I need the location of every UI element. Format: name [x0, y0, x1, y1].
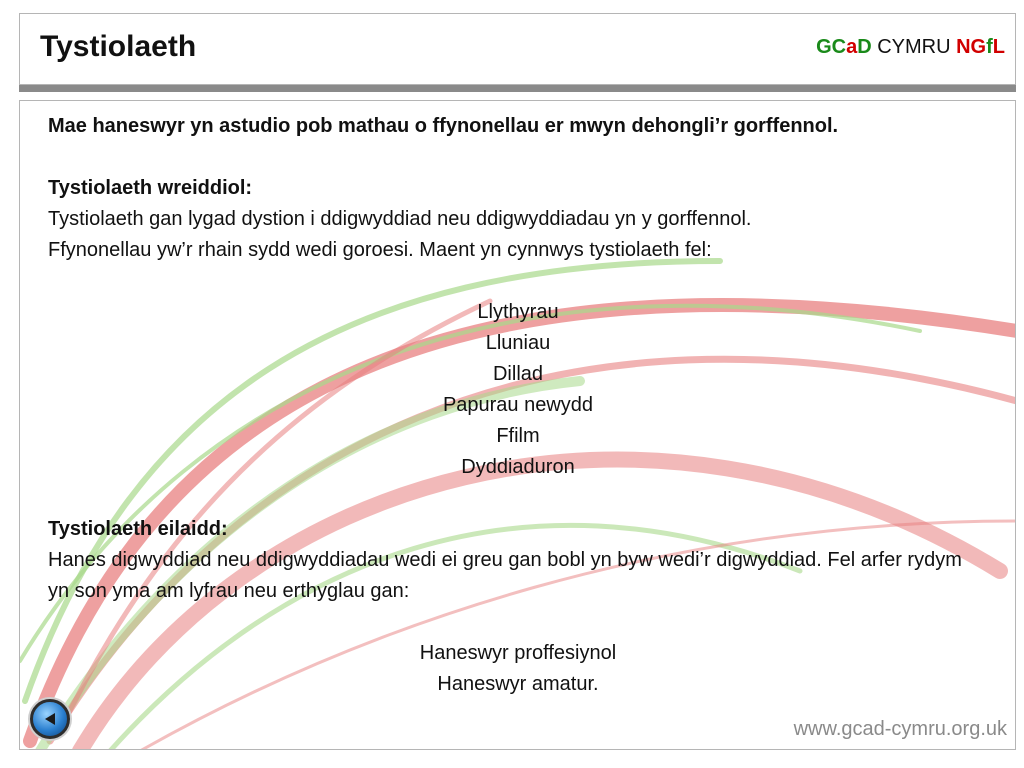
list-item: Ffilm: [496, 425, 540, 447]
secondary-list: [48, 638, 988, 700]
secondary-description: Hanes digwyddiad neu ddigwyddiadau wedi ei greu gan bobl yn byw wedi’r digwyddiad. Fel arfer rydym yn son yma am lyfrau neu erthyglau gan:: [48, 549, 962, 602]
primary-list: [48, 297, 988, 483]
list-item: Llythyrau: [477, 301, 559, 323]
back-button[interactable]: [30, 699, 70, 739]
intro-text: Mae haneswyr yn astudio pob mathau o ffynonellau er mwyn dehongli’r gorffennol.: [48, 115, 839, 137]
header-shadow: [19, 85, 1016, 92]
header-bar: [19, 13, 1016, 85]
spacer: [48, 266, 988, 297]
slide-content: [19, 100, 1016, 750]
left-arrow-icon: [43, 712, 57, 726]
primary-description-1: Tystiolaeth gan lygad dystion i ddigwyddiad neu ddigwyddiadau yn y gorffennol.: [48, 208, 752, 230]
list-item: Dillad: [492, 363, 544, 385]
secondary-heading: Tystiolaeth eilaidd:: [48, 518, 228, 540]
list-item: Haneswyr proffesiynol: [419, 642, 617, 664]
text-body: [48, 111, 988, 700]
primary-heading: Tystiolaeth wreiddiol:: [48, 177, 253, 199]
logo-l: L: [992, 36, 1005, 58]
page-title: Tystiolaeth: [40, 30, 197, 63]
spacer: [48, 607, 988, 638]
list-item: Papurau newydd: [442, 394, 594, 416]
gcad-logo: [816, 36, 1005, 59]
website-url: www.gcad-cymru.org.uk: [793, 718, 1007, 740]
list-item: Dyddiaduron: [461, 456, 575, 478]
spacer: [48, 483, 988, 514]
logo-ng: NG: [956, 36, 987, 58]
logo-d: D: [857, 36, 872, 58]
logo-cymru: CYMRU: [871, 36, 957, 58]
logo-gc: GC: [816, 36, 847, 58]
spacer: [48, 142, 988, 173]
primary-description-2: Ffynonellau yw’r rhain sydd wedi goroesi. Maent yn cynnwys tystiolaeth fel:: [48, 239, 712, 261]
list-item: Haneswyr amatur.: [437, 673, 599, 695]
list-item: Lluniau: [485, 332, 551, 354]
logo-f: f: [986, 36, 993, 58]
logo-a: a: [846, 36, 858, 58]
